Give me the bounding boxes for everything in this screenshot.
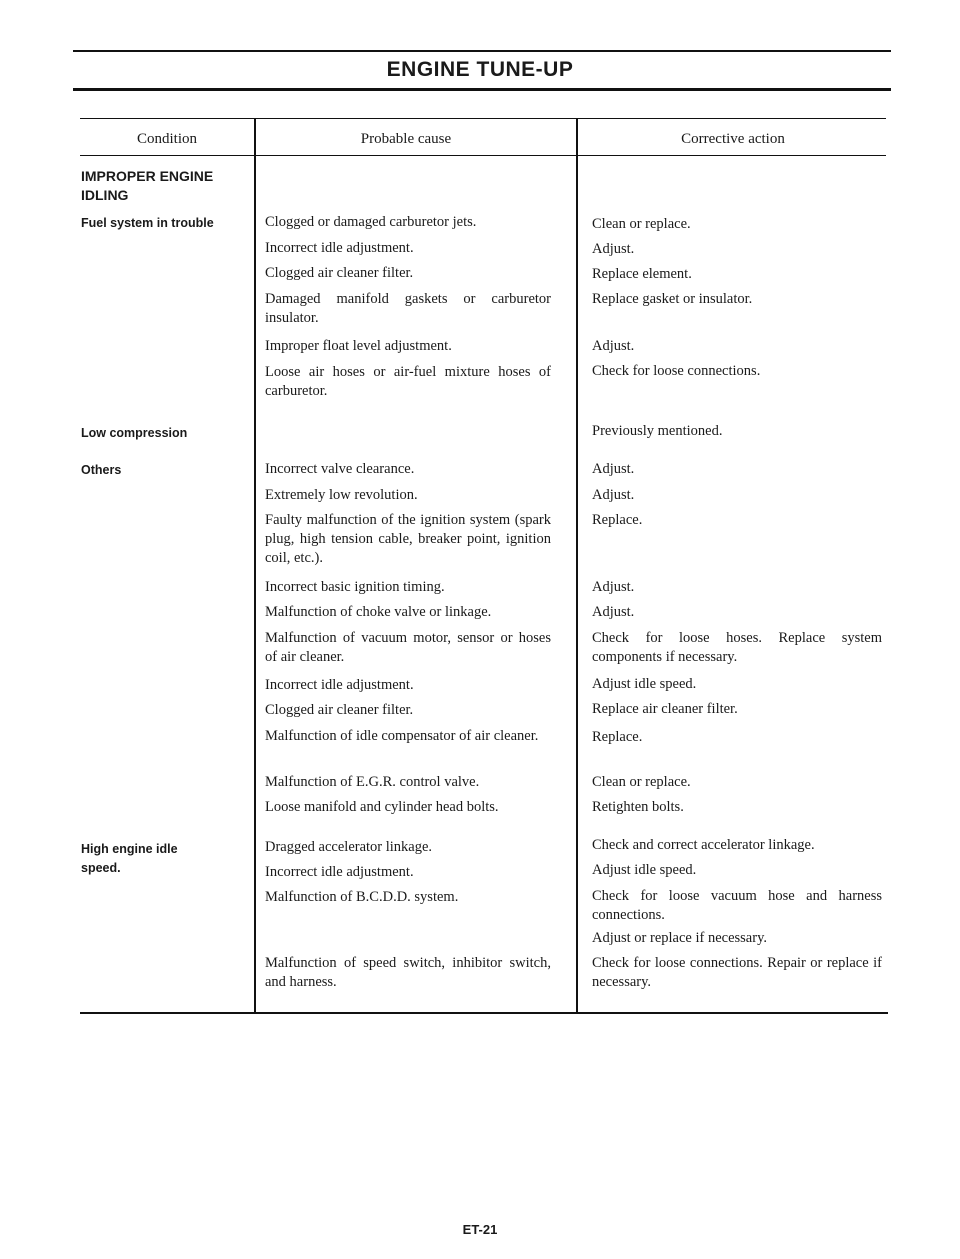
action-item: Check for loose connections. xyxy=(592,363,761,379)
header-corrective-action: Corrective action xyxy=(681,131,785,147)
action-item: Retighten bolts. xyxy=(592,799,684,815)
cause-item: Malfunction of speed switch, inhibitor switch, and harness. xyxy=(265,955,551,990)
cause-item: Clogged air cleaner filter. xyxy=(265,265,414,281)
cause-item: Dragged accelerator linkage. xyxy=(265,839,433,855)
condition-fuel-system: Fuel system in trouble xyxy=(81,216,214,230)
action-item: Replace. xyxy=(592,512,643,528)
page-number: ET-21 xyxy=(462,1222,498,1237)
cause-item: Malfunction of vacuum motor, sensor or hoses of air cleaner. xyxy=(265,630,551,665)
cause-item: Faulty malfunction of the ignition system (spark plug, high tension cable, breaker point, ignition coil, etc.). xyxy=(265,512,551,566)
action-item: Adjust. xyxy=(592,487,635,503)
action-item: Adjust. xyxy=(592,338,635,354)
cause-item: Clogged air cleaner filter. xyxy=(265,702,414,718)
action-item: Check and correct accelerator linkage. xyxy=(592,837,815,853)
cause-item: Incorrect idle adjustment. xyxy=(265,864,414,880)
action-item: Adjust. xyxy=(592,461,635,477)
action-item: Previously mentioned. xyxy=(592,423,723,439)
cause-item: Incorrect basic ignition timing. xyxy=(265,579,445,595)
cause-item: Incorrect valve clearance. xyxy=(265,461,415,477)
action-item: Adjust. xyxy=(592,579,635,595)
action-item: Adjust idle speed. xyxy=(592,676,697,692)
action-item: Replace air cleaner filter. xyxy=(592,701,738,717)
action-item: Adjust or replace if necessary. xyxy=(592,930,767,946)
cause-item: Loose air hoses or air-fuel mixture hoses of carburetor. xyxy=(265,364,551,399)
header-bottom-rule xyxy=(80,155,886,156)
action-item: Clean or replace. xyxy=(592,216,691,232)
cause-item: Malfunction of B.C.D.D. system. xyxy=(265,889,459,905)
title-underline xyxy=(73,88,891,91)
condition-low-compression: Low compression xyxy=(81,426,188,440)
cause-item: Clogged or damaged carburetor jets. xyxy=(265,214,477,230)
action-item: Replace element. xyxy=(592,266,692,282)
column-divider-2 xyxy=(576,118,578,1013)
condition-others: Others xyxy=(81,463,122,477)
action-item: Adjust. xyxy=(592,241,635,257)
column-divider-1 xyxy=(254,118,256,1013)
cause-item: Malfunction of E.G.R. control valve. xyxy=(265,774,480,790)
cause-item: Damaged manifold gaskets or carburetor insulator. xyxy=(265,291,551,326)
condition-improper-engine-idling: IMPROPER ENGINE IDLING xyxy=(81,168,214,203)
cause-item: Loose manifold and cylinder head bolts. xyxy=(265,799,499,815)
action-item: Clean or replace. xyxy=(592,774,691,790)
table-top-rule xyxy=(80,118,886,119)
page-title: ENGINE TUNE-UP xyxy=(386,58,574,81)
header-probable-cause: Probable cause xyxy=(360,131,452,147)
condition-high-idle-speed: High engine idle speed. xyxy=(81,842,178,875)
action-item: Check for loose vacuum hose and harness connections. xyxy=(592,888,882,923)
action-item: Adjust. xyxy=(592,604,635,620)
action-item: Check for loose hoses. Replace system components if necessary. xyxy=(592,630,882,665)
cause-item: Incorrect idle adjustment. xyxy=(265,240,414,256)
table-bottom-rule xyxy=(80,1012,888,1014)
cause-item: Malfunction of idle compensator of air cleaner. xyxy=(265,728,539,744)
cause-item: Improper float level adjustment. xyxy=(265,338,452,354)
cause-item: Malfunction of choke valve or linkage. xyxy=(265,604,492,620)
action-item: Replace gasket or insulator. xyxy=(592,291,753,307)
header-condition: Condition xyxy=(136,131,197,147)
action-item: Adjust idle speed. xyxy=(592,862,697,878)
cause-item: Extremely low revolution. xyxy=(265,487,418,503)
cause-item: Incorrect idle adjustment. xyxy=(265,677,414,693)
top-rule xyxy=(73,50,891,52)
action-item: Replace. xyxy=(592,729,643,745)
action-item: Check for loose connections. Repair or replace if necessary. xyxy=(592,955,882,990)
